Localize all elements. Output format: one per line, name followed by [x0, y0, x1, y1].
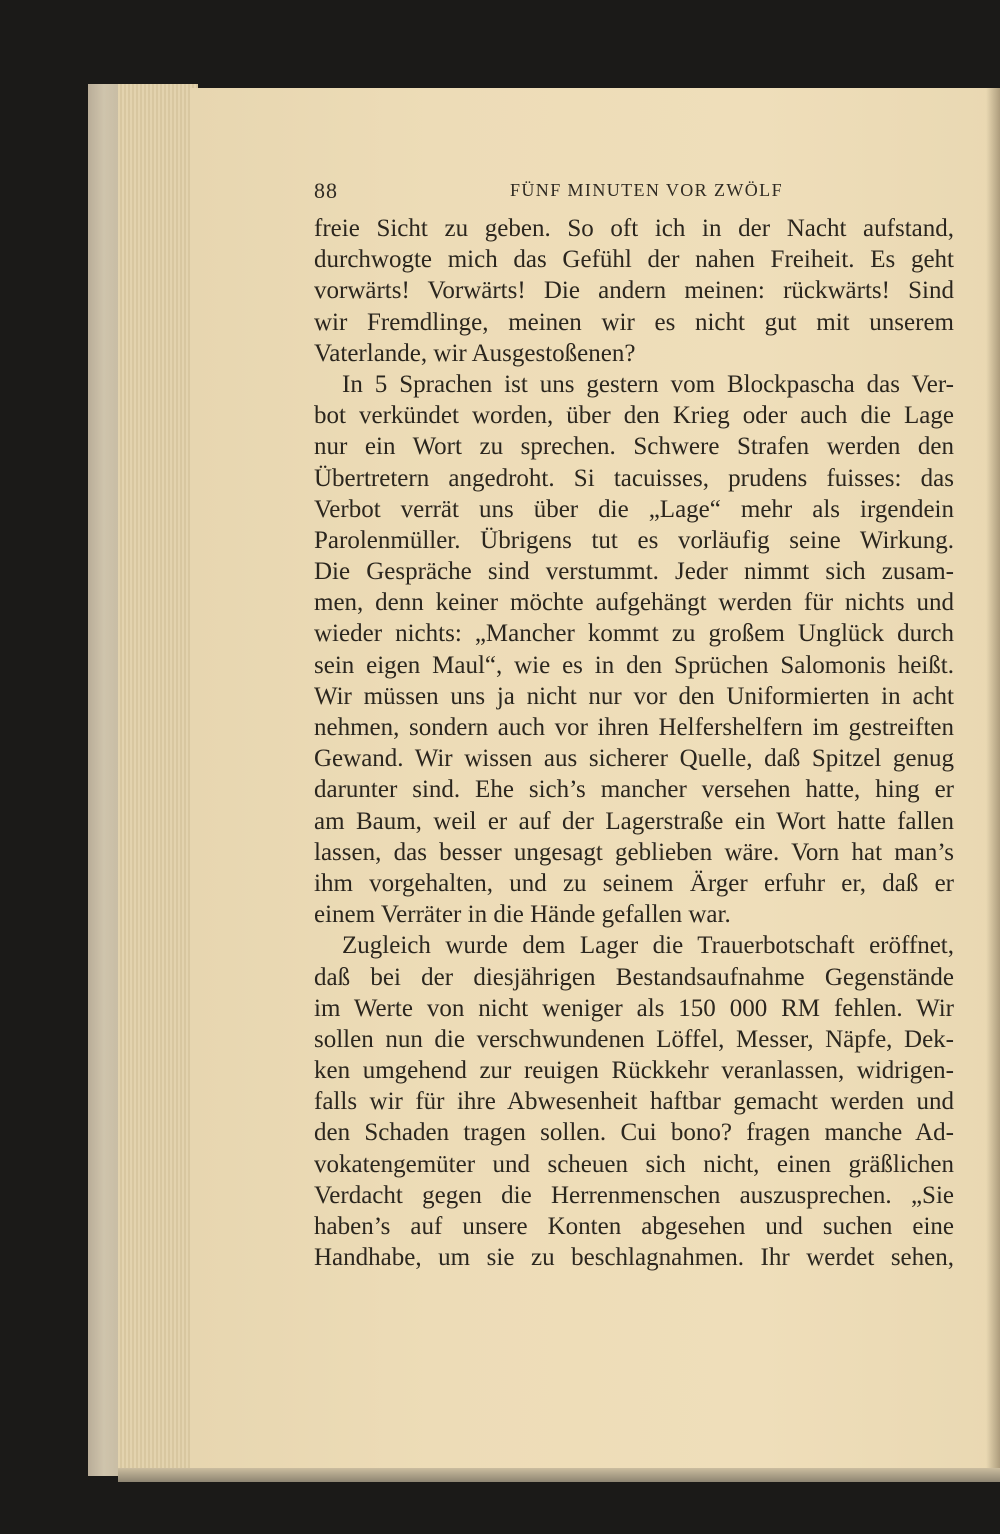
text-line: wir Fremdlinge, meinen wir es nicht gut mit unserem [314, 308, 954, 336]
text-line: falls wir für ihre Abwesenheit haftbar gemacht werden und [314, 1088, 954, 1116]
text-line: darunter sind. Ehe sich’s mancher versehen hatte, hing er [314, 776, 954, 804]
text-line: Gewand. Wir wissen aus sicherer Quelle, daß Spitzel genug [314, 745, 954, 773]
text-line: freie Sicht zu geben. So oft ich in der Nacht aufstand, [314, 215, 954, 242]
text-line: wieder nichts: „Mancher kommt zu großem Unglück durch [314, 620, 954, 648]
text-line: am Baum, weil er auf der Lagerstraße ein Wort hatte fallen [314, 807, 954, 835]
text-line: In 5 Sprachen ist uns gestern vom Blockpascha das Ver- [342, 370, 954, 398]
text-line: Verbot verrät uns über die „Lage“ mehr als irgendein [314, 495, 954, 523]
text-line: im Werte von nicht weniger als 150 000 RM fehlen. Wir [314, 994, 954, 1022]
text-line: Verdacht gegen die Herrenmenschen auszusprechen. „Sie [314, 1181, 954, 1209]
text-line: durchwogte mich das Gefühl der nahen Freiheit. Es geht [314, 246, 954, 274]
text-line: men, denn keiner möchte aufgehängt werden für nichts und [314, 589, 954, 617]
text-line: nehmen, sondern auch vor ihren Helfershelfern im gestreiften [314, 714, 954, 741]
text-line: ken umgehend zur reuigen Rückkehr veranlassen, widrigen- [314, 1057, 954, 1085]
text-line: sollen nun die verschwundenen Löffel, Messer, Näpfe, Dek- [314, 1025, 954, 1053]
text-line: Die Gespräche sind verstummt. Jeder nimmt sich zusam- [314, 558, 954, 586]
text-line: Parolenmüller. Übrigens tut es vorläufig seine Wirkung. [314, 526, 954, 554]
text-line: einem Verräter in die Hände gefallen war. [314, 901, 731, 929]
text-line: Zugleich wurde dem Lager die Trauerbotschaft eröffnet, [342, 932, 954, 960]
page-stack-edge [118, 84, 198, 1474]
book-bottom-edge [118, 1468, 1000, 1482]
text-line: bot verkündet worden, über den Krieg oder auch die Lage [314, 402, 954, 430]
text-line: vorwärts! Vorwärts! Die andern meinen: rückwärts! Sind [314, 277, 954, 305]
page-number: 88 [314, 178, 338, 203]
text-line: nur ein Wort zu sprechen. Schwere Strafen werden den [314, 433, 954, 461]
page-header [314, 178, 954, 206]
text-line: lassen, das besser ungesagt geblieben wäre. Vorn hat man’s [314, 838, 954, 866]
text-line: vokatengemüter und scheuen sich nicht, einen gräßlichen [314, 1150, 954, 1178]
page-gutter-shadow [986, 88, 1000, 1472]
text-line: Vaterlande, wir Ausgestoßenen? [314, 339, 636, 367]
text-line: haben’s auf unsere Konten abgesehen und suchen eine [314, 1213, 954, 1240]
running-head: FÜNF MINUTEN VOR ZWÖLF [510, 180, 783, 200]
text-line: Wir müssen uns ja nicht nur vor den Uniformierten in acht [314, 682, 954, 710]
text-line: Handhabe, um sie zu beschlagnahmen. Ihr werdet sehen, [314, 1244, 954, 1272]
text-line: den Schaden tragen sollen. Cui bono? fragen manche Ad- [314, 1119, 954, 1147]
body-text [314, 213, 954, 1273]
text-line: ihm vorgehalten, und zu seinem Ärger erfuhr er, daß er [314, 869, 954, 897]
text-line: daß bei der diesjährigen Bestandsaufnahme Gegenstände [314, 963, 954, 991]
text-line: sein eigen Maul“, wie es in den Sprüchen Salomonis heißt. [314, 651, 954, 679]
text-line: Übertretern angedroht. Si tacuisses, prudens fuisses: das [314, 464, 954, 492]
